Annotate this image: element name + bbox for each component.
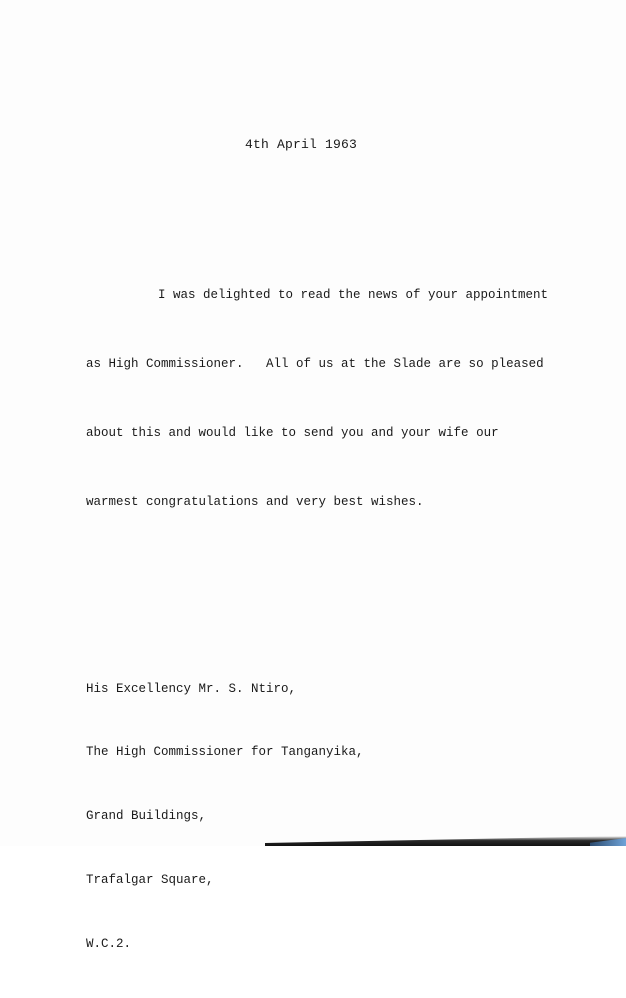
address-line: W.C.2. xyxy=(86,937,132,952)
address-line: Grand Buildings, xyxy=(86,809,207,824)
body-line: I was delighted to read the news of your appointment xyxy=(158,288,549,302)
body-line: about this and would like to send you and your wife our xyxy=(86,426,499,440)
body-line: warmest congratulations and very best wishes. xyxy=(86,495,424,509)
body-line: as High Commissioner. All of us at the Slade are so pleased xyxy=(86,357,544,371)
letter-date: 4th April 1963 xyxy=(245,137,358,152)
letter-body xyxy=(86,238,586,560)
address-line: Trafalgar Square, xyxy=(86,873,214,888)
recipient-address xyxy=(86,636,364,998)
address-line: His Excellency Mr. S. Ntiro, xyxy=(86,681,297,696)
address-line: The High Commissioner for Tanganyika, xyxy=(86,745,364,760)
